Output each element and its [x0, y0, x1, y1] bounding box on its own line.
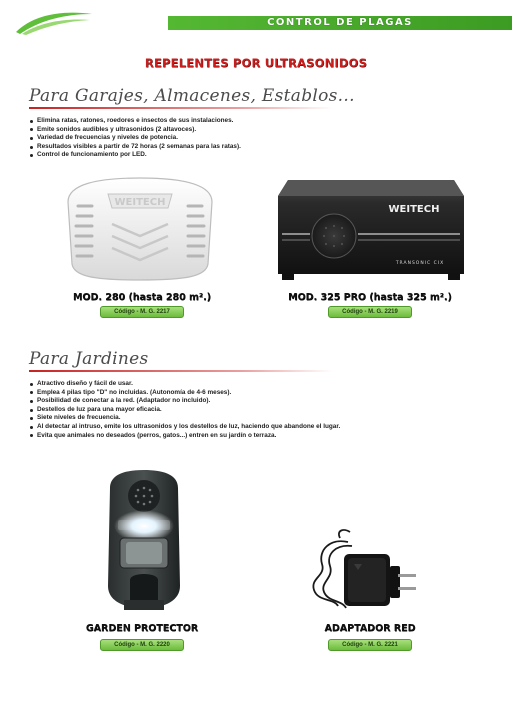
product-image-garden-protector	[96, 468, 192, 616]
header-band-title: CONTROL DE PLAGAS	[267, 17, 413, 28]
brand-label: WEITECH	[388, 204, 440, 215]
header-band	[0, 0, 512, 34]
list-item: Elimina ratas, ratones, roedores e insectos de sus instalaciones.	[30, 117, 241, 126]
product-code-badge: Código - M. G. 2220	[100, 639, 184, 651]
list-item: Destellos de luz para una mayor eficacia.	[30, 406, 340, 415]
list-item: Al detectar al intruso, emite los ultrasonidos y los destellos de luz, haciendo que abandone el lugar.	[30, 423, 340, 432]
section-divider	[29, 370, 333, 372]
list-item: Control de funcionamiento por LED.	[30, 151, 241, 160]
list-item: Variedad de frecuencias y niveles de potencia.	[30, 134, 241, 143]
header-bar	[168, 16, 512, 30]
product-name-adaptador-red: ADAPTADOR RED	[324, 623, 416, 634]
page-title: REPELENTES POR ULTRASONIDOS	[144, 56, 368, 70]
product-code-badge: Código - M. G. 2221	[328, 639, 412, 651]
list-item: Emite sonidos audibles y ultrasonidos (2 altavoces).	[30, 126, 241, 135]
product-image-mod-280	[58, 172, 222, 286]
list-item: Atractivo diseño y fácil de usar.	[30, 380, 340, 389]
product-image-mod-325-pro	[274, 176, 468, 284]
bullet-list-jardines	[30, 380, 340, 440]
section-divider	[29, 107, 333, 109]
product-image-adaptador-red	[300, 524, 440, 616]
list-item: Resultados visibles a partir de 72 horas (2 semanas para las ratas).	[30, 143, 241, 152]
product-code-badge: Código - M. G. 2217	[100, 306, 184, 318]
product-name-mod-325-pro: MOD. 325 PRO (hasta 325 m².)	[288, 292, 452, 303]
product-name-garden-protector: GARDEN PROTECTOR	[85, 623, 199, 634]
list-item: Evita que animales no deseados (perros, gatos...) entren en su jardín o terraza.	[30, 432, 340, 441]
model-label: TRANSONIC CIX	[395, 261, 445, 266]
product-code-badge: Código - M. G. 2219	[328, 306, 412, 318]
section-heading-jardines: Para Jardines	[29, 349, 149, 369]
list-item: Posibilidad de conectar a la red. (Adaptador no incluido).	[30, 397, 340, 406]
list-item: Emplea 4 pilas tipo "D" no incluidas. (Autonomía de 4-6 meses).	[30, 389, 340, 398]
bullet-list-garajes	[30, 117, 241, 160]
green-swoosh-icon	[14, 8, 94, 36]
product-name-mod-280: MOD. 280 (hasta 280 m².)	[72, 292, 212, 303]
section-heading-garajes: Para Garajes, Almacenes, Establos...	[29, 86, 355, 106]
list-item: Siete niveles de frecuencia.	[30, 414, 340, 423]
svg-text:WEITECH: WEITECH	[114, 197, 166, 208]
